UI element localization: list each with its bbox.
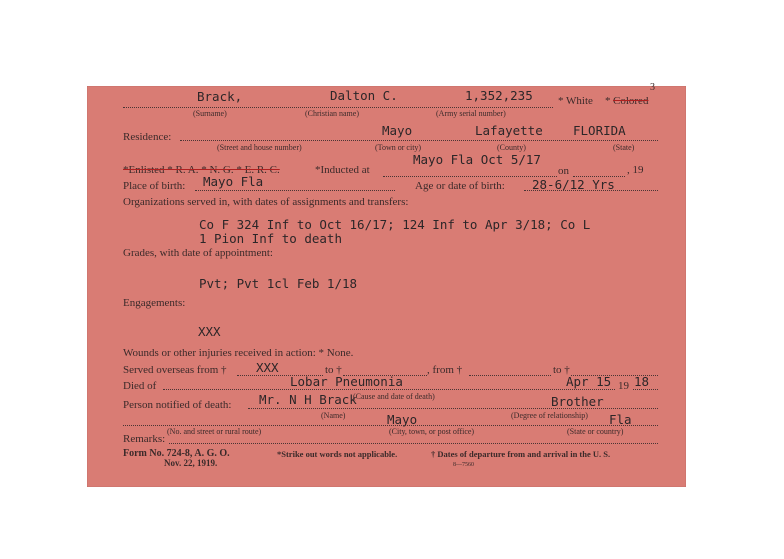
remarks-line bbox=[169, 443, 658, 444]
address-line bbox=[123, 425, 658, 426]
street-route-caption: (No. and street or rural route) bbox=[167, 427, 262, 436]
on-label: on bbox=[558, 165, 569, 177]
residence-line bbox=[180, 140, 658, 141]
inducted-line bbox=[383, 176, 557, 177]
wounds-label: Wounds or other injuries received in action: * None. bbox=[123, 347, 354, 359]
city-caption: (City, town, or post office) bbox=[389, 427, 475, 436]
serial-number-value: 1,352,235 bbox=[465, 88, 533, 103]
christian-name-value: Dalton C. bbox=[330, 88, 398, 103]
name-caption: (Name) bbox=[321, 411, 346, 420]
served-from2-label: , from † bbox=[427, 364, 463, 376]
death-date-value: Apr 15 bbox=[566, 374, 612, 389]
cause-caption: (Cause and date of death) bbox=[353, 392, 435, 401]
notified-name-value: Mr. N H Brack bbox=[259, 392, 357, 407]
white-label: * White bbox=[558, 95, 593, 107]
person-notified-label: Person notified of death: bbox=[123, 399, 232, 411]
age-label: Age or date of birth: bbox=[415, 180, 505, 192]
residence-label: Residence: bbox=[123, 131, 172, 143]
served-to2-label: to † bbox=[553, 364, 570, 376]
corner-mark: 3 bbox=[650, 82, 655, 93]
residence-town: Mayo bbox=[382, 123, 413, 138]
birthplace-value: Mayo Fla bbox=[203, 174, 264, 189]
served-to-label: to † bbox=[325, 364, 342, 376]
organizations-line-1: Co F 324 Inf to Oct 16/17; 124 Inf to Apr 3/18; Co L bbox=[199, 217, 591, 232]
notified-line bbox=[248, 408, 658, 409]
organizations-line-2: 1 Pion Inf to death bbox=[199, 231, 342, 246]
death-19-label: 19 bbox=[618, 380, 629, 392]
birthplace-line bbox=[195, 190, 395, 191]
cause-of-death-value: Lobar Pneumonia bbox=[290, 374, 403, 389]
county-caption: (County) bbox=[497, 143, 526, 152]
christian-name-caption: (Christian name) bbox=[305, 109, 359, 118]
surname-caption: (Surname) bbox=[193, 109, 227, 118]
serial-caption: (Army serial number) bbox=[436, 109, 506, 118]
year-19-label: , 19 bbox=[627, 164, 644, 176]
form-date: Nov. 22, 1919. bbox=[164, 458, 218, 468]
organizations-label: Organizations served in, with dates of assignments and transfers: bbox=[123, 196, 409, 208]
form-number: Form No. 724-8, A. G. O. bbox=[123, 448, 230, 459]
notified-town-value: Mayo bbox=[387, 412, 418, 427]
death-year-line bbox=[633, 389, 658, 390]
death-year-value: 18 bbox=[634, 374, 650, 389]
state-country-caption: (State or country) bbox=[567, 427, 624, 436]
served-from-value: XXX bbox=[256, 360, 279, 375]
relationship-value: Brother bbox=[551, 394, 604, 409]
served-overseas-label: Served overseas from † bbox=[123, 364, 227, 376]
state-caption: (State) bbox=[613, 143, 635, 152]
age-value: 28-6/12 Yrs bbox=[532, 177, 615, 192]
died-of-line bbox=[163, 389, 615, 390]
inducted-label: *Inducted at bbox=[315, 164, 370, 176]
engagements-label: Engagements: bbox=[123, 297, 186, 309]
dates-note: † Dates of departure from and arrival in the U. S. bbox=[431, 449, 611, 459]
colored-prefix: * bbox=[605, 95, 611, 107]
relationship-caption: (Degree of relationship) bbox=[511, 411, 588, 420]
birthplace-label: Place of birth: bbox=[123, 180, 186, 192]
remarks-label: Remarks: bbox=[123, 433, 166, 445]
surname-value: Brack, bbox=[197, 89, 243, 104]
notified-state-value: Fla bbox=[609, 412, 632, 427]
induction-value: Mayo Fla Oct 5/17 bbox=[413, 152, 541, 167]
died-of-label: Died of bbox=[123, 380, 157, 392]
name-line bbox=[123, 107, 553, 108]
residence-county: Lafayette bbox=[475, 123, 543, 138]
print-code: 8—7560 bbox=[453, 462, 474, 468]
age-line bbox=[524, 190, 658, 191]
colored-label-struck: Colored bbox=[613, 95, 649, 107]
street-caption: (Street and house number) bbox=[217, 143, 302, 152]
grades-value: Pvt; Pvt 1cl Feb 1/18 bbox=[199, 276, 358, 291]
service-record-card bbox=[87, 82, 686, 487]
grades-label: Grades, with date of appointment: bbox=[123, 247, 273, 259]
served-from2-line bbox=[469, 375, 551, 376]
enlisted-options-struck: *Enlisted * R. A. * N. G. * E. R. C. bbox=[123, 164, 280, 176]
residence-state: FLORIDA bbox=[573, 123, 626, 138]
engagements-value: XXX bbox=[198, 324, 221, 339]
town-caption: (Town or city) bbox=[375, 143, 422, 152]
strike-out-note: *Strike out words not applicable. bbox=[277, 449, 398, 459]
